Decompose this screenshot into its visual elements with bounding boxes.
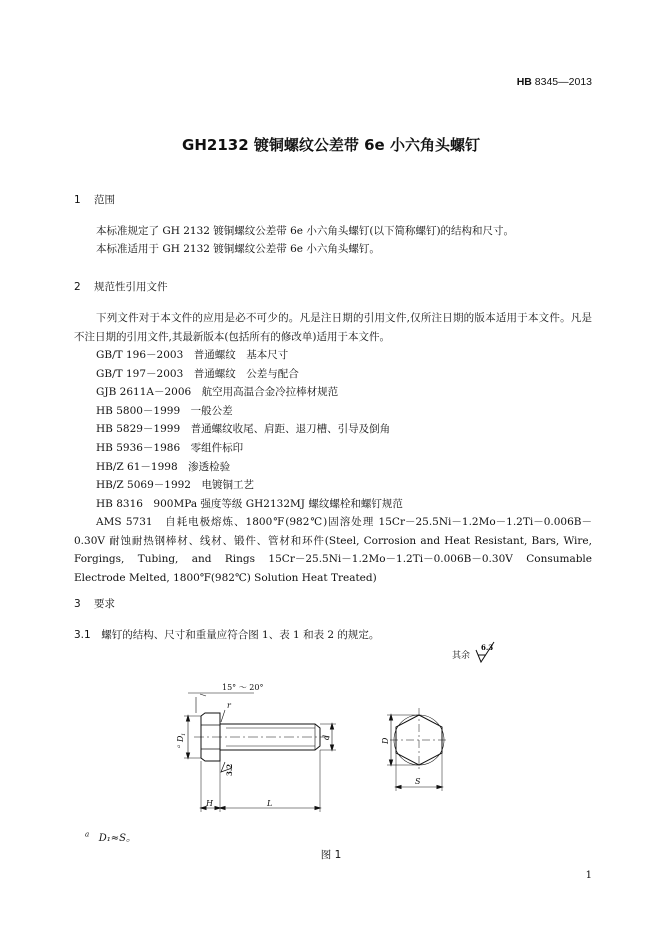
head-height-label: H xyxy=(206,799,213,808)
footnote-text: D₁≈S。 xyxy=(98,833,136,844)
length-label: L xyxy=(267,799,273,808)
reference-item: HB 5936－1986 零组件标印 xyxy=(96,441,244,454)
refs-intro-paragraph: 下列文件对于本文件的应用是必不可少的。凡是注日期的引用文件,仅所注日期的版本适用于本文件。凡是不注日期的引用文件,其最新版本(包括所有的修改单)适用于本文件。 xyxy=(74,312,592,343)
section-title: 范围 xyxy=(94,194,115,206)
angle-dimension xyxy=(188,693,254,713)
reference-item: HB 5829－1999 普通螺纹收尾、肩距、退刀槽、引导及倒角 xyxy=(96,423,391,436)
page-title: GH2132 镀铜螺纹公差带 6e 小六角头螺钉 xyxy=(182,136,480,154)
across-flats-label: S xyxy=(415,777,421,786)
reference-item: GB/T 197－2003 普通螺纹 公差与配合 xyxy=(96,367,299,380)
figure-footnote xyxy=(85,829,136,844)
reference-list xyxy=(96,346,403,513)
section-number: 1 xyxy=(74,194,81,206)
reference-item: GB/T 196－2003 普通螺纹 基本尺寸 xyxy=(96,349,289,361)
radius-leader xyxy=(221,710,225,722)
section-2-heading xyxy=(74,279,168,294)
scope-paragraph-2: 本标准适用于 GH 2132 镀铜螺纹公差带 6e 小六角头螺钉。 xyxy=(96,243,380,255)
reference-item: GJB 2611A－2006 航空用高温合金冷拉棒材规范 xyxy=(96,386,339,399)
roughness-label: 其余 xyxy=(452,651,471,661)
section-number: 3 xyxy=(74,598,81,610)
roughness-note xyxy=(452,648,470,661)
reference-item: HB/Z 61－1998 渗透检验 xyxy=(96,460,231,473)
clause-text: 螺钉的结构、尺寸和重量应符合图 1、表 1 和表 2 的规定。 xyxy=(101,629,380,641)
reference-item: HB 8316 900MPa 强度等级 GH2132MJ 螺纹螺栓和螺钉规范 xyxy=(96,497,403,510)
clause-3-1 xyxy=(74,626,379,645)
section-title: 要求 xyxy=(94,598,115,610)
section-3-heading xyxy=(74,596,115,611)
ams-reference-paragraph: AMS 5731 自耗电极熔炼、1800℉(982℃)固溶处理 15Cr－25.5Ni－1.2Mo－1.2Ti－0.006B－0.30V 耐蚀耐热钢棒材、线材、锻件、管材和环件(Steel, Corrosion and Heat Resistant, Bars, Wire, Forgings, Tubing, and Rings 15Cr－25.5Ni－1.2Mo－1.2Ti－0.006B－0.30V Consumable Electrode Melted, 1800℉(982℃) Solution Heat Treated) xyxy=(74,516,592,584)
section-number: 2 xyxy=(74,281,81,293)
roughness-value: 6.3 xyxy=(481,643,494,652)
angle-label: 15° ～ 20° xyxy=(222,683,264,692)
head-diameter-subscript: 1 xyxy=(181,732,187,736)
head-diameter-footnote-mark: a xyxy=(176,745,182,748)
bearing-roughness-value: 3.2 xyxy=(225,763,234,776)
thread-diameter-label: d xyxy=(322,734,331,740)
standard-code: 8345—2013 xyxy=(534,76,592,88)
footnote-mark: a xyxy=(85,830,90,839)
screw-drawing xyxy=(150,678,480,818)
radius-label: r xyxy=(227,701,231,710)
reference-item: HB/Z 5069－1992 电镀铜工艺 xyxy=(96,479,254,492)
standard-header xyxy=(517,76,592,88)
length-dimensions xyxy=(201,750,320,812)
screw-end-view xyxy=(390,708,448,772)
page-number: 1 xyxy=(585,870,592,881)
section-title: 规范性引用文件 xyxy=(94,281,168,293)
section-1-heading xyxy=(74,192,115,207)
across-corners-label: D xyxy=(381,737,390,744)
standard-prefix: HB xyxy=(516,76,532,88)
reference-item: HB 5800－1999 一般公差 xyxy=(96,404,233,417)
clause-number: 3.1 xyxy=(74,629,91,641)
scope-paragraph-1: 本标准规定了 GH 2132 镀铜螺纹公差带 6e 小六角头螺钉(以下简称螺钉)的结构和尺寸。 xyxy=(96,225,515,237)
figure-caption: 图 1 xyxy=(320,849,342,861)
roughness-symbol-icon xyxy=(474,640,514,670)
head-diameter-label: D xyxy=(176,735,185,742)
